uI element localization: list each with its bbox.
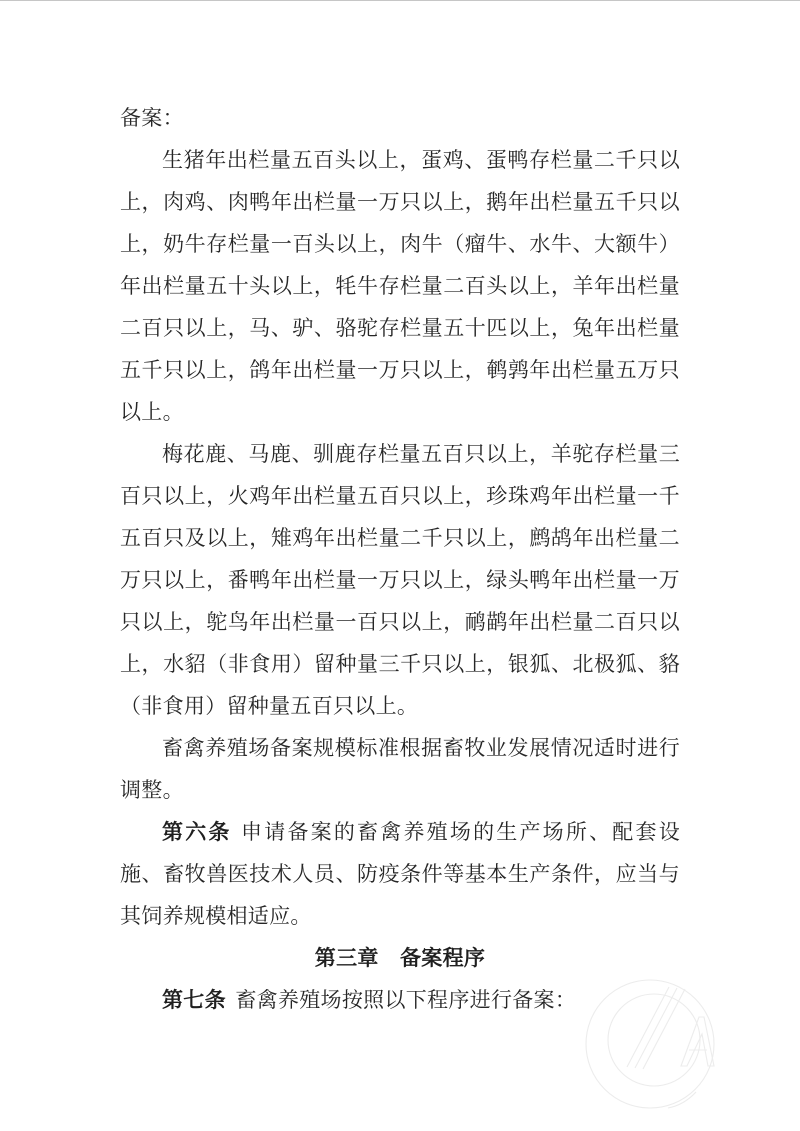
article-6-label: 第六条 <box>162 820 232 844</box>
continuation-line: 备案： <box>120 106 184 130</box>
paragraph-livestock-standards: 生猪年出栏量五百头以上，蛋鸡、蛋鸭存栏量二千只以上，肉鸡、肉鸭年出栏量一万只以上，鹅年出栏量五千只以上，奶牛存栏量一百头以上，肉牛（瘤牛、水牛、大额牛）年出栏量五十头以上，牦牛存栏量二百头以上，羊年出栏量二百只以上，马、驴、骆驼存栏量五十匹以上，兔年出栏量五千只以上，鸽年出栏量一万只以上，鹌鹑年出栏量五万只以上。 <box>120 148 680 424</box>
article-7-paragraph <box>120 979 680 1021</box>
chapter-3-heading: 第三章 备案程序 <box>314 946 486 970</box>
document-body <box>120 97 680 1021</box>
paragraph-standards-adjustment: 畜禽养殖场备案规模标准根据畜牧业发展情况适时进行调整。 <box>120 736 680 802</box>
article-6-paragraph <box>120 811 680 937</box>
article-7-text: 畜禽养殖场按照以下程序进行备案： <box>235 988 577 1012</box>
article-7-label: 第七条 <box>162 988 226 1012</box>
page-edge-line <box>0 0 800 1</box>
paragraph-special-breeds-standards: 梅花鹿、马鹿、驯鹿存栏量五百只以上，羊驼存栏量三百只以上，火鸡年出栏量五百只以上，珍珠鸡年出栏量一千五百只及以上，雉鸡年出栏量二千只以上，鹧鸪年出栏量二万只以上，番鸭年出栏量一万只以上，绿头鸭年出栏量一万只以上，鸵鸟年出栏量一百只以上，鸸鹋年出栏量二百只以上，水貂（非食用）留种量三千只以上，银狐、北极狐、貉（非食用）留种量五百只以上。 <box>120 442 680 718</box>
article-6-text: 申请备案的畜禽养殖场的生产场所、配套设施、畜牧兽医技术人员、防疫条件等基本生产条件，应当与其饲养规模相适应。 <box>120 820 680 928</box>
